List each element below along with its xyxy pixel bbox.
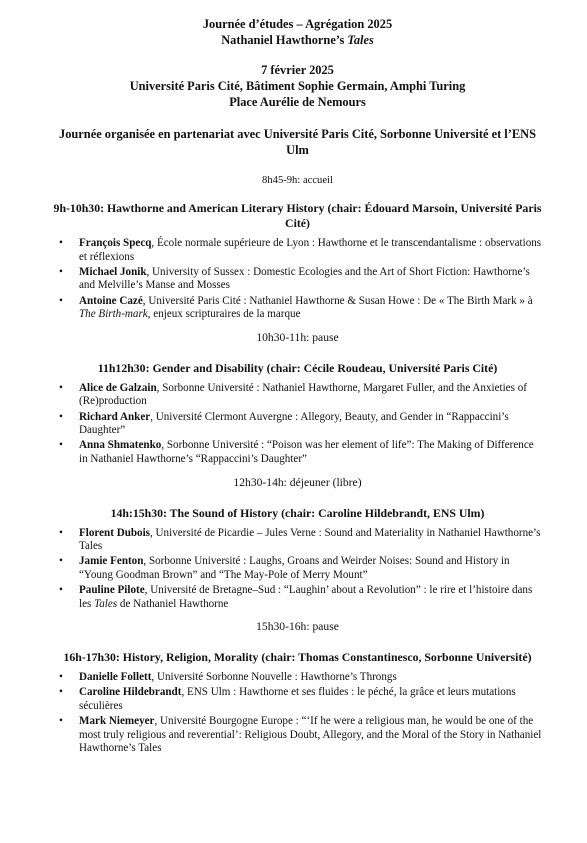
talk-detail: , Université de Bretagne–Sud : “Laughin’ about a Revolution” : le rire et l’histoire dans les [79, 584, 533, 610]
session-title: 9h-10h30: Hawthorne and American Literary History (chair: Édouard Marsoin, Université Paris Cité) [53, 201, 542, 230]
event-date: 7 février 2025 [261, 63, 334, 77]
talk-detail: , ENS Ulm : Hawthorne et ses fluides : le péché, la grâce et leurs mutations séculières [79, 686, 516, 713]
talk-detail: , Université de Picardie – Jules Verne : Sound and Materiality in Nathaniel Hawthorne’s Tales [79, 526, 541, 553]
session-title: 16h-17h30: History, Religion, Morality (chair: Thomas Constantinesco, Sorbonne Université) [63, 650, 532, 665]
list-item [59, 526, 543, 554]
talk-detail: , Université Bourgogne Europe : “‘If he were a religious man, he would be one of the most truly religious and reverential’: Religious Doubt, Allegory, and the Moral of the Story in Nathaniel Hawthorne’s Tales [79, 715, 542, 755]
talk-italic: Tales [94, 597, 118, 610]
list-item [59, 686, 543, 713]
bullet-icon: • [59, 584, 63, 597]
session-3 [52, 506, 543, 635]
speaker-name: Mark Niemeyer [79, 715, 155, 728]
list-item [59, 439, 543, 466]
speaker-name: Alice de Galzain [79, 381, 157, 394]
speaker-name: Antoine Cazé [79, 294, 143, 307]
list-item [59, 265, 543, 293]
talk-detail: , École normale supérieure de Lyon : Hawthorne et le transcendantalisme : observations et réflexions [79, 237, 542, 263]
speaker-name: Jamie Fenton [79, 555, 144, 568]
talk-detail-end: , enjeux scripturaires de la marque [147, 308, 301, 321]
speaker-name: Richard Anker [79, 410, 151, 423]
list-item [59, 584, 543, 611]
break-time: 10h30-11h: pause [256, 330, 339, 344]
welcome-time: 8h45-9h: accueil [262, 175, 333, 186]
bullet-icon: • [59, 555, 63, 568]
speaker-name: Anna Shmatenko [79, 439, 162, 452]
session-title: 14h:15h30: The Sound of History (chair: Caroline Hildebrandt, ENS Ulm) [110, 505, 485, 520]
talk-detail: , Sorbonne Université : “Poison was her element of life”: The Making of Difference in Nathaniel Hawthorne’s “Rappaccini’s Daughter” [79, 439, 534, 465]
bullet-icon: • [59, 439, 63, 452]
bullet-icon: • [59, 671, 63, 684]
speaker-name: Florent Dubois [79, 526, 150, 539]
list-item [59, 410, 543, 438]
list-item [59, 715, 543, 756]
venue-line1: Université Paris Cité, Bâtiment Sophie Germain, Amphi Turing [129, 79, 466, 93]
tales-italic: Tales [347, 33, 374, 47]
venue-line2: Place Aurélie de Nemours [229, 95, 366, 109]
talk-detail-end: de Nathaniel Hawthorne [117, 597, 229, 610]
talk-list [52, 237, 543, 322]
list-item [59, 294, 543, 322]
list-item [59, 381, 543, 409]
partners-note: Journée organisée en partenariat avec Université Paris Cité, Sorbonne Université et l’ENS Ulm [59, 127, 536, 157]
talk-detail: , Université Paris Cité : Nathaniel Hawthorne & Susan Howe : De « The Birth Mark » à [142, 294, 533, 307]
speaker-name: Michael Jonik [79, 265, 147, 278]
session-4 [52, 650, 543, 756]
bullet-icon: • [59, 715, 63, 728]
session-1 [52, 201, 543, 345]
talk-list [52, 527, 543, 612]
bullet-icon: • [59, 526, 63, 539]
bullet-icon: • [59, 686, 63, 699]
speaker-name: François Specq [79, 237, 152, 249]
talk-detail: , Sorbonne Université : Nathaniel Hawthorne, Margaret Fuller, and the Anxieties of (Re)production [79, 381, 527, 408]
bullet-icon: • [59, 265, 63, 278]
bullet-icon: • [59, 381, 63, 394]
event-title [52, 16, 543, 48]
list-item [59, 671, 543, 685]
break-time: 12h30-14h: déjeuner (libre) [233, 475, 362, 489]
break-time: 15h30-16h: pause [256, 620, 339, 634]
talk-detail: , Sorbonne Université : Laughs, Groans and Weirder Noises: Sound and History in “Young Goodman Brown” and “The May-Pole of Merry Mount” [79, 555, 510, 581]
bullet-icon: • [59, 237, 63, 249]
event-title-line2: Nathaniel Hawthorne’s Tales [221, 33, 374, 47]
talk-list [52, 671, 543, 756]
speaker-name: Pauline Pilote [79, 584, 145, 597]
talk-list [52, 382, 543, 467]
bullet-icon: • [59, 294, 63, 307]
list-item [59, 555, 543, 582]
talk-detail: , Université Sorbonne Nouvelle : Hawthorne’s Throngs [151, 671, 397, 684]
bullet-icon: • [59, 410, 63, 423]
talk-detail: , University of Sussex : Domestic Ecologies and the Art of Short Fiction: Hawthorne’s and Melville’s Manse and Mosses [79, 265, 530, 292]
event-title-line1: Journée d’études – Agrégation 2025 [202, 17, 393, 31]
talk-italic: The Birth-mark [79, 308, 148, 321]
speaker-name: Caroline Hildebrandt [79, 686, 182, 699]
event-venue [52, 62, 543, 110]
talk-detail: , Université Clermont Auvergne : Allegory, Beauty, and Gender in “Rappaccini’s Daughter” [79, 410, 509, 437]
session-2 [52, 361, 543, 490]
speaker-name: Danielle Follett [79, 671, 152, 684]
session-title: 11h12h30: Gender and Disability (chair: Cécile Roudeau, Université Paris Cité) [97, 360, 498, 375]
list-item [59, 237, 543, 264]
